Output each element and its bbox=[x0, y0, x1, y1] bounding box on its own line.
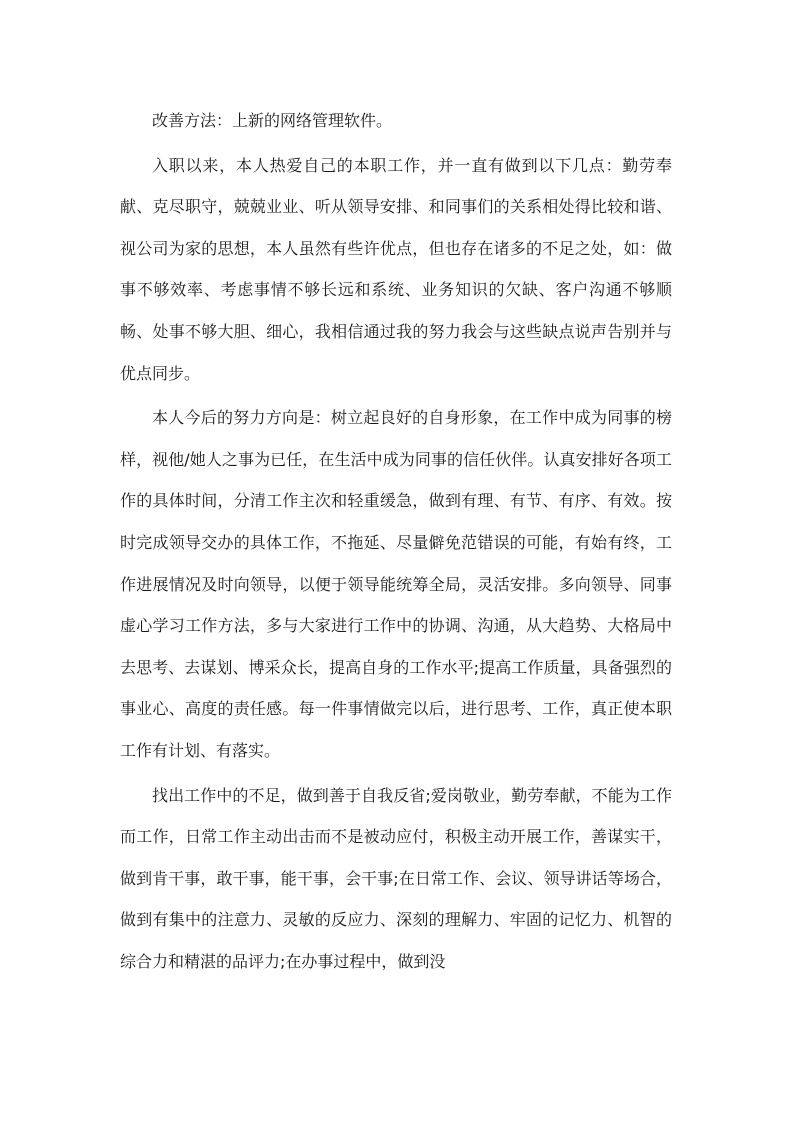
paragraph-improvement-method: 改善方法：上新的网络管理软件。 bbox=[152, 111, 393, 130]
paragraph-shortcomings: 找出工作中的不足，做到善于自我反省;爱岗敬业，勤劳奉献，不能为工作而工作，日常工作主动出击而不是被动应付，积极主动开展工作，善谋实干，做到肯干事，敢干事，能干事，会干事;在日常工作、会议、领导讲话等场合，做到有集中的注意力、灵敏的反应力、深刻的理解力、牢固的记忆力、机智的综合力和精湛的品评力;在办事过程中，做到没 bbox=[120, 785, 672, 971]
paragraph-self-assessment: 入职以来，本人热爱自己的本职工作，并一直有做到以下几点：勤劳奉献、克尽职守，兢兢业业、听从领导安排、和同事们的关系相处得比较和谐、视公司为家的思想，本人虽然有些许优点，但也存在诸多的不足之处，如：做事不够效率、考虑事情不够长远和系统、业务知识的欠缺、客户沟通不够顺畅、处事不够大胆、细心，我相信通过我的努力我会与这些缺点说声告别并与优点同步。 bbox=[120, 155, 672, 383]
paragraph-future-direction: 本人今后的努力方向是：树立起良好的自身形象，在工作中成为同事的榜样，视他/她人之事为已任，在生活中成为同事的信任伙伴。认真安排好各项工作的具体时间，分清工作主次和轻重缓急，做到有理、有节、有序、有效。按时完成领导交办的具体工作，不拖延、尽量僻免范错误的可能，有始有终，工作进展情况及时向领导，以便于领导能统筹全局，灵活安排。多向领导、同事虚心学习工作方法，多与大家进行工作中的协调、沟通，从大趋势、大格局中去思考、去谋划、博采众长，提高自身的工作水平;提高工作质量，具备强烈的事业心、高度的责任感。每一件事情做完以后，进行思考、工作，真正使本职工作有计划、有落实。 bbox=[120, 408, 672, 760]
document-body bbox=[120, 100, 672, 985]
